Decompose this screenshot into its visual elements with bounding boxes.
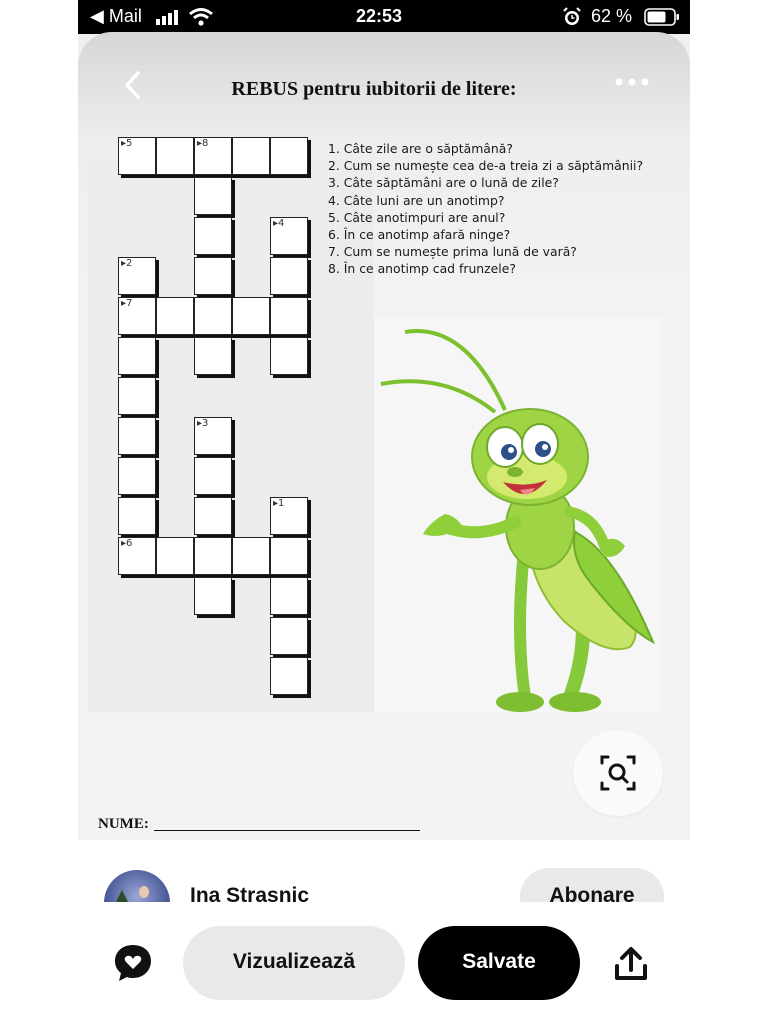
question-item: 4. Câte luni are un anotimp? [328, 192, 505, 208]
pin-card[interactable] [78, 32, 690, 840]
follow-button[interactable] [520, 868, 664, 902]
battery-percent: 62 % [591, 6, 633, 26]
author-name[interactable]: Ina Strasnic [190, 884, 310, 902]
crossword-cell [270, 217, 308, 255]
view-button-label: Vizualizează [232, 950, 356, 973]
status-bar [78, 0, 690, 34]
crossword-cell [270, 297, 308, 335]
crossword-cell [270, 577, 308, 615]
crossword-cell [118, 137, 156, 175]
crossword-cell [194, 577, 232, 615]
question-item: 1. Câte zile are o săptămână? [328, 141, 513, 156]
question-item: 2. Cum se numește cea de-a treia zi a săptămânii? [328, 158, 644, 174]
follow-button-label: Abonare [549, 884, 635, 902]
crossword-cell [118, 457, 156, 495]
crossword-cell [194, 297, 232, 335]
question-item: 7. Cum se numește prima lună de vară? [328, 244, 577, 260]
crossword-cell [118, 297, 156, 335]
clue-number: ▸3 [197, 418, 209, 429]
crossword-cell [270, 617, 308, 655]
crossword-cell [232, 137, 270, 175]
cellular-signal-icon [156, 9, 182, 25]
crossword-cell [118, 537, 156, 575]
left-margin [0, 0, 78, 1024]
crossword-cell [194, 417, 232, 455]
clue-number: ▸4 [273, 218, 285, 229]
crossword-cell [232, 297, 270, 335]
crossword-cell [118, 257, 156, 295]
save-button-label: Salvate [462, 950, 536, 973]
crossword-cell [270, 257, 308, 295]
avatar[interactable] [104, 870, 170, 902]
clue-number: ▸5 [121, 138, 133, 149]
author-row [78, 840, 690, 902]
crossword-cell [232, 537, 270, 575]
crossword-cell [194, 497, 232, 535]
visual-search-icon [573, 730, 663, 816]
clue-number: ▸6 [121, 538, 133, 549]
crossword-cell [194, 337, 232, 375]
name-line [154, 830, 420, 831]
clue-number: ▸1 [273, 498, 285, 509]
worksheet-title: REBUS pentru iubitorii de litere: [231, 78, 517, 100]
view-button[interactable] [183, 926, 405, 1000]
question-list [328, 140, 678, 278]
crossword-cell [118, 377, 156, 415]
battery-icon [644, 8, 680, 26]
visual-search-button[interactable] [573, 730, 663, 816]
back-to-mail-link[interactable]: ◀ Mail [90, 6, 142, 26]
crossword-cell [270, 497, 308, 535]
question-item: 5. Câte anotimpuri are anul? [328, 209, 506, 225]
crossword-cell [270, 337, 308, 375]
crossword-cell [194, 257, 232, 295]
wifi-icon [188, 7, 214, 27]
right-margin [690, 0, 768, 1024]
name-label: NUME: [98, 816, 149, 832]
crossword-cell [156, 137, 194, 175]
crossword-cell [194, 537, 232, 575]
comment-heart-icon[interactable] [112, 942, 154, 984]
phone-screen [78, 0, 690, 1024]
crossword-cell [194, 457, 232, 495]
question-item: 8. În ce anotimp cad frunzele? [328, 261, 516, 277]
alarm-icon [562, 7, 582, 27]
crossword-cell [270, 657, 308, 695]
crossword-cell [270, 537, 308, 575]
grasshopper-illustration [375, 302, 675, 722]
crossword-cell [194, 137, 232, 175]
question-item: 3. Câte săptămâni are o lună de zile? [328, 175, 559, 191]
clock-time: 22:53 [356, 6, 403, 26]
crossword-cell [156, 537, 194, 575]
bottom-action-bar [78, 902, 690, 1024]
crossword-cell [118, 417, 156, 455]
clue-number: ▸7 [121, 298, 133, 309]
crossword-cell [194, 177, 232, 215]
save-button[interactable] [418, 926, 580, 1000]
clue-number: ▸2 [121, 258, 133, 269]
question-item: 6. În ce anotimp afară ninge? [328, 227, 511, 243]
crossword-cell [270, 137, 308, 175]
crossword-cell [194, 217, 232, 255]
crossword-cell [118, 337, 156, 375]
clue-number: ▸8 [197, 138, 209, 149]
crossword-cell [118, 497, 156, 535]
avatar-image [104, 870, 170, 902]
crossword-cell [156, 297, 194, 335]
share-upload-icon[interactable] [612, 946, 650, 984]
